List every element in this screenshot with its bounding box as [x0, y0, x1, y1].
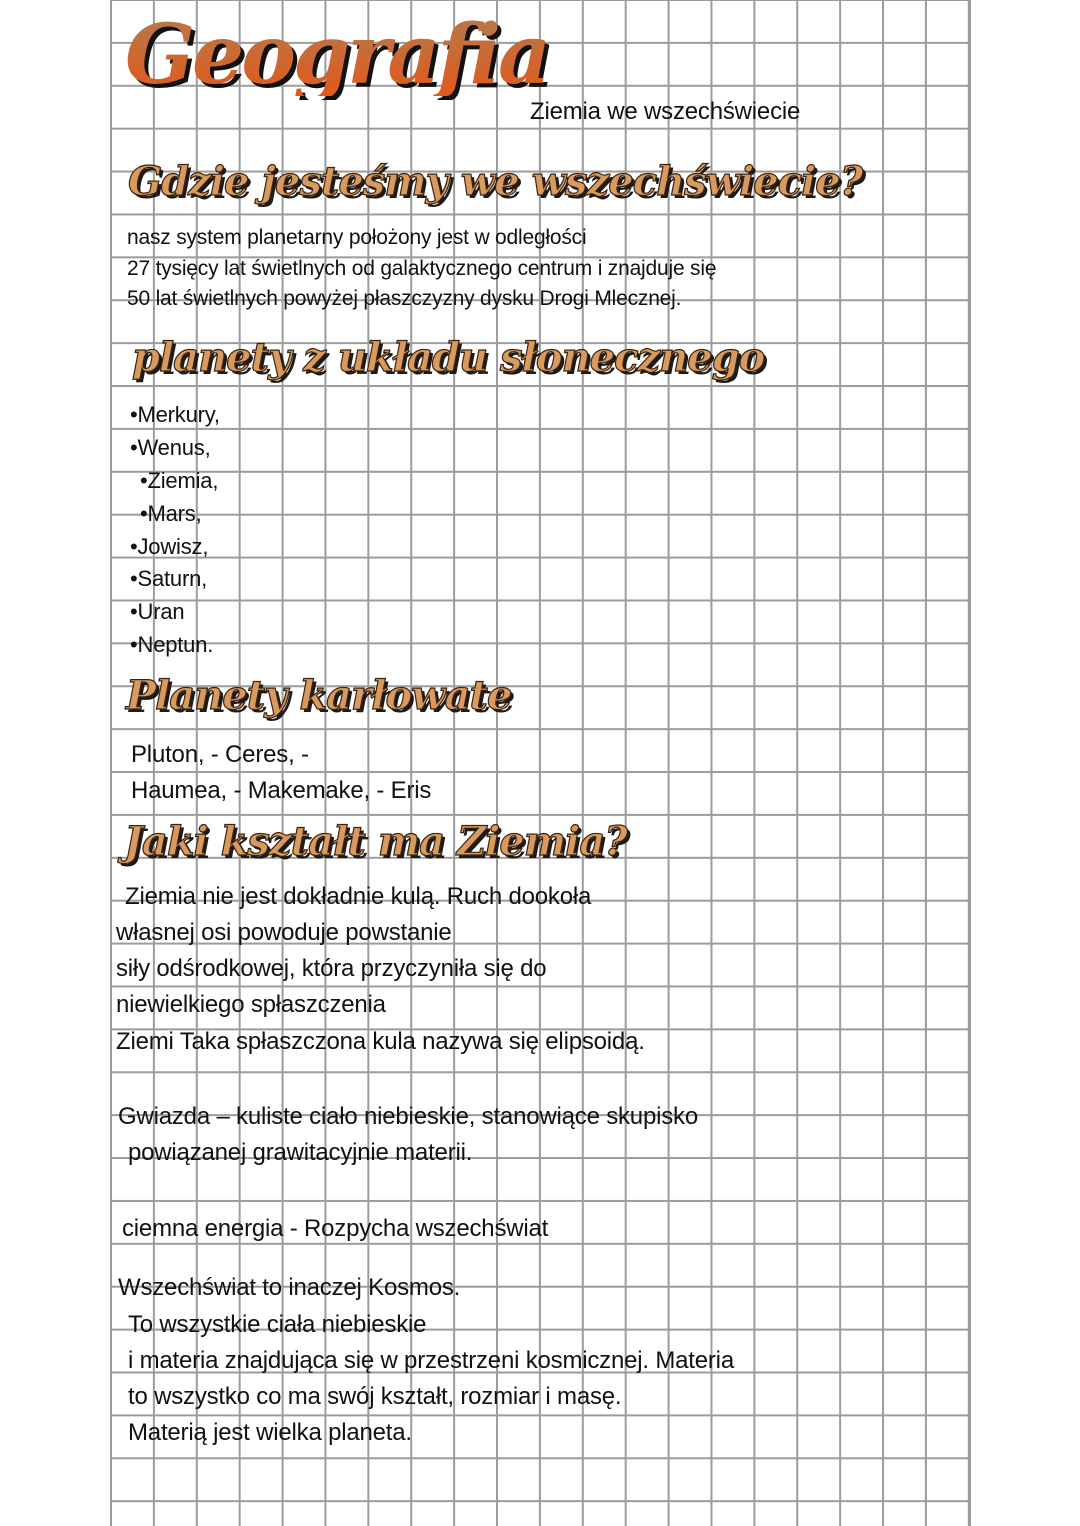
planet-item: •Neptun. — [130, 632, 214, 657]
where-line: 50 lat świetlnych powyżej płaszczyzny dysku Drogi Mlecznej. — [127, 287, 682, 310]
where-line: 27 tysięcy lat świetlnych od galaktycznego centrum i znajduje się — [127, 257, 717, 280]
heading-dwarf-planets: Planety karłowate — [126, 672, 512, 719]
universe-line: i materia znajdująca się w przestrzeni kosmicznej. Materia — [128, 1347, 734, 1374]
heading-shape: Jaki kształt ma Ziemia? — [124, 818, 627, 865]
shape-line: siły odśrodkowej, która przyczyniła się do — [116, 955, 547, 982]
heading-where: Gdzie jesteśmy we wszechświecie? — [128, 158, 863, 205]
planet-item: •Saturn, — [130, 566, 208, 591]
subtitle: Ziemia we wszechświecie — [530, 98, 801, 125]
shape-line: Ziemia nie jest dokładnie kulą. Ruch dookoła — [125, 883, 592, 910]
universe-line: To wszystkie ciała niebieskie — [128, 1311, 427, 1338]
dwarf-line: Pluton, - Ceres, - — [131, 741, 309, 768]
planet-item: •Mars, — [140, 501, 202, 526]
shape-line: Ziemi Taka spłaszczona kula nazywa się elipsoidą. — [116, 1028, 645, 1055]
dark-energy-line: ciemna energia - Rozpycha wszechświat — [122, 1215, 549, 1242]
planet-item: •Merkury, — [130, 402, 220, 427]
shape-line: własnej osi powoduje powstanie — [116, 919, 452, 946]
dwarf-line: Haumea, - Makemake, - Eris — [131, 777, 432, 804]
planet-item: •Ziemia, — [140, 468, 219, 493]
universe-line: Materią jest wielka planeta. — [128, 1419, 412, 1446]
star-definition-line: powiązanej grawitacyjnie materii. — [128, 1139, 473, 1166]
shape-line: niewielkiego spłaszczenia — [116, 991, 386, 1018]
planet-item: •Jowisz, — [130, 534, 209, 559]
planet-item: •Uran — [130, 599, 185, 624]
heading-planets: planety z układu słonecznego — [132, 334, 765, 381]
where-line: nasz system planetarny położony jest w odległości — [127, 226, 587, 249]
universe-line: to wszystko co ma swój kształt, rozmiar i masę. — [128, 1383, 622, 1410]
universe-line: Wszechświat to inaczej Kosmos. — [118, 1274, 461, 1301]
page-title: Geografia — [125, 7, 549, 103]
planet-item: •Wenus, — [130, 435, 211, 460]
star-definition-line: Gwiazda – kuliste ciało niebieskie, stanowiące skupisko — [118, 1103, 698, 1130]
